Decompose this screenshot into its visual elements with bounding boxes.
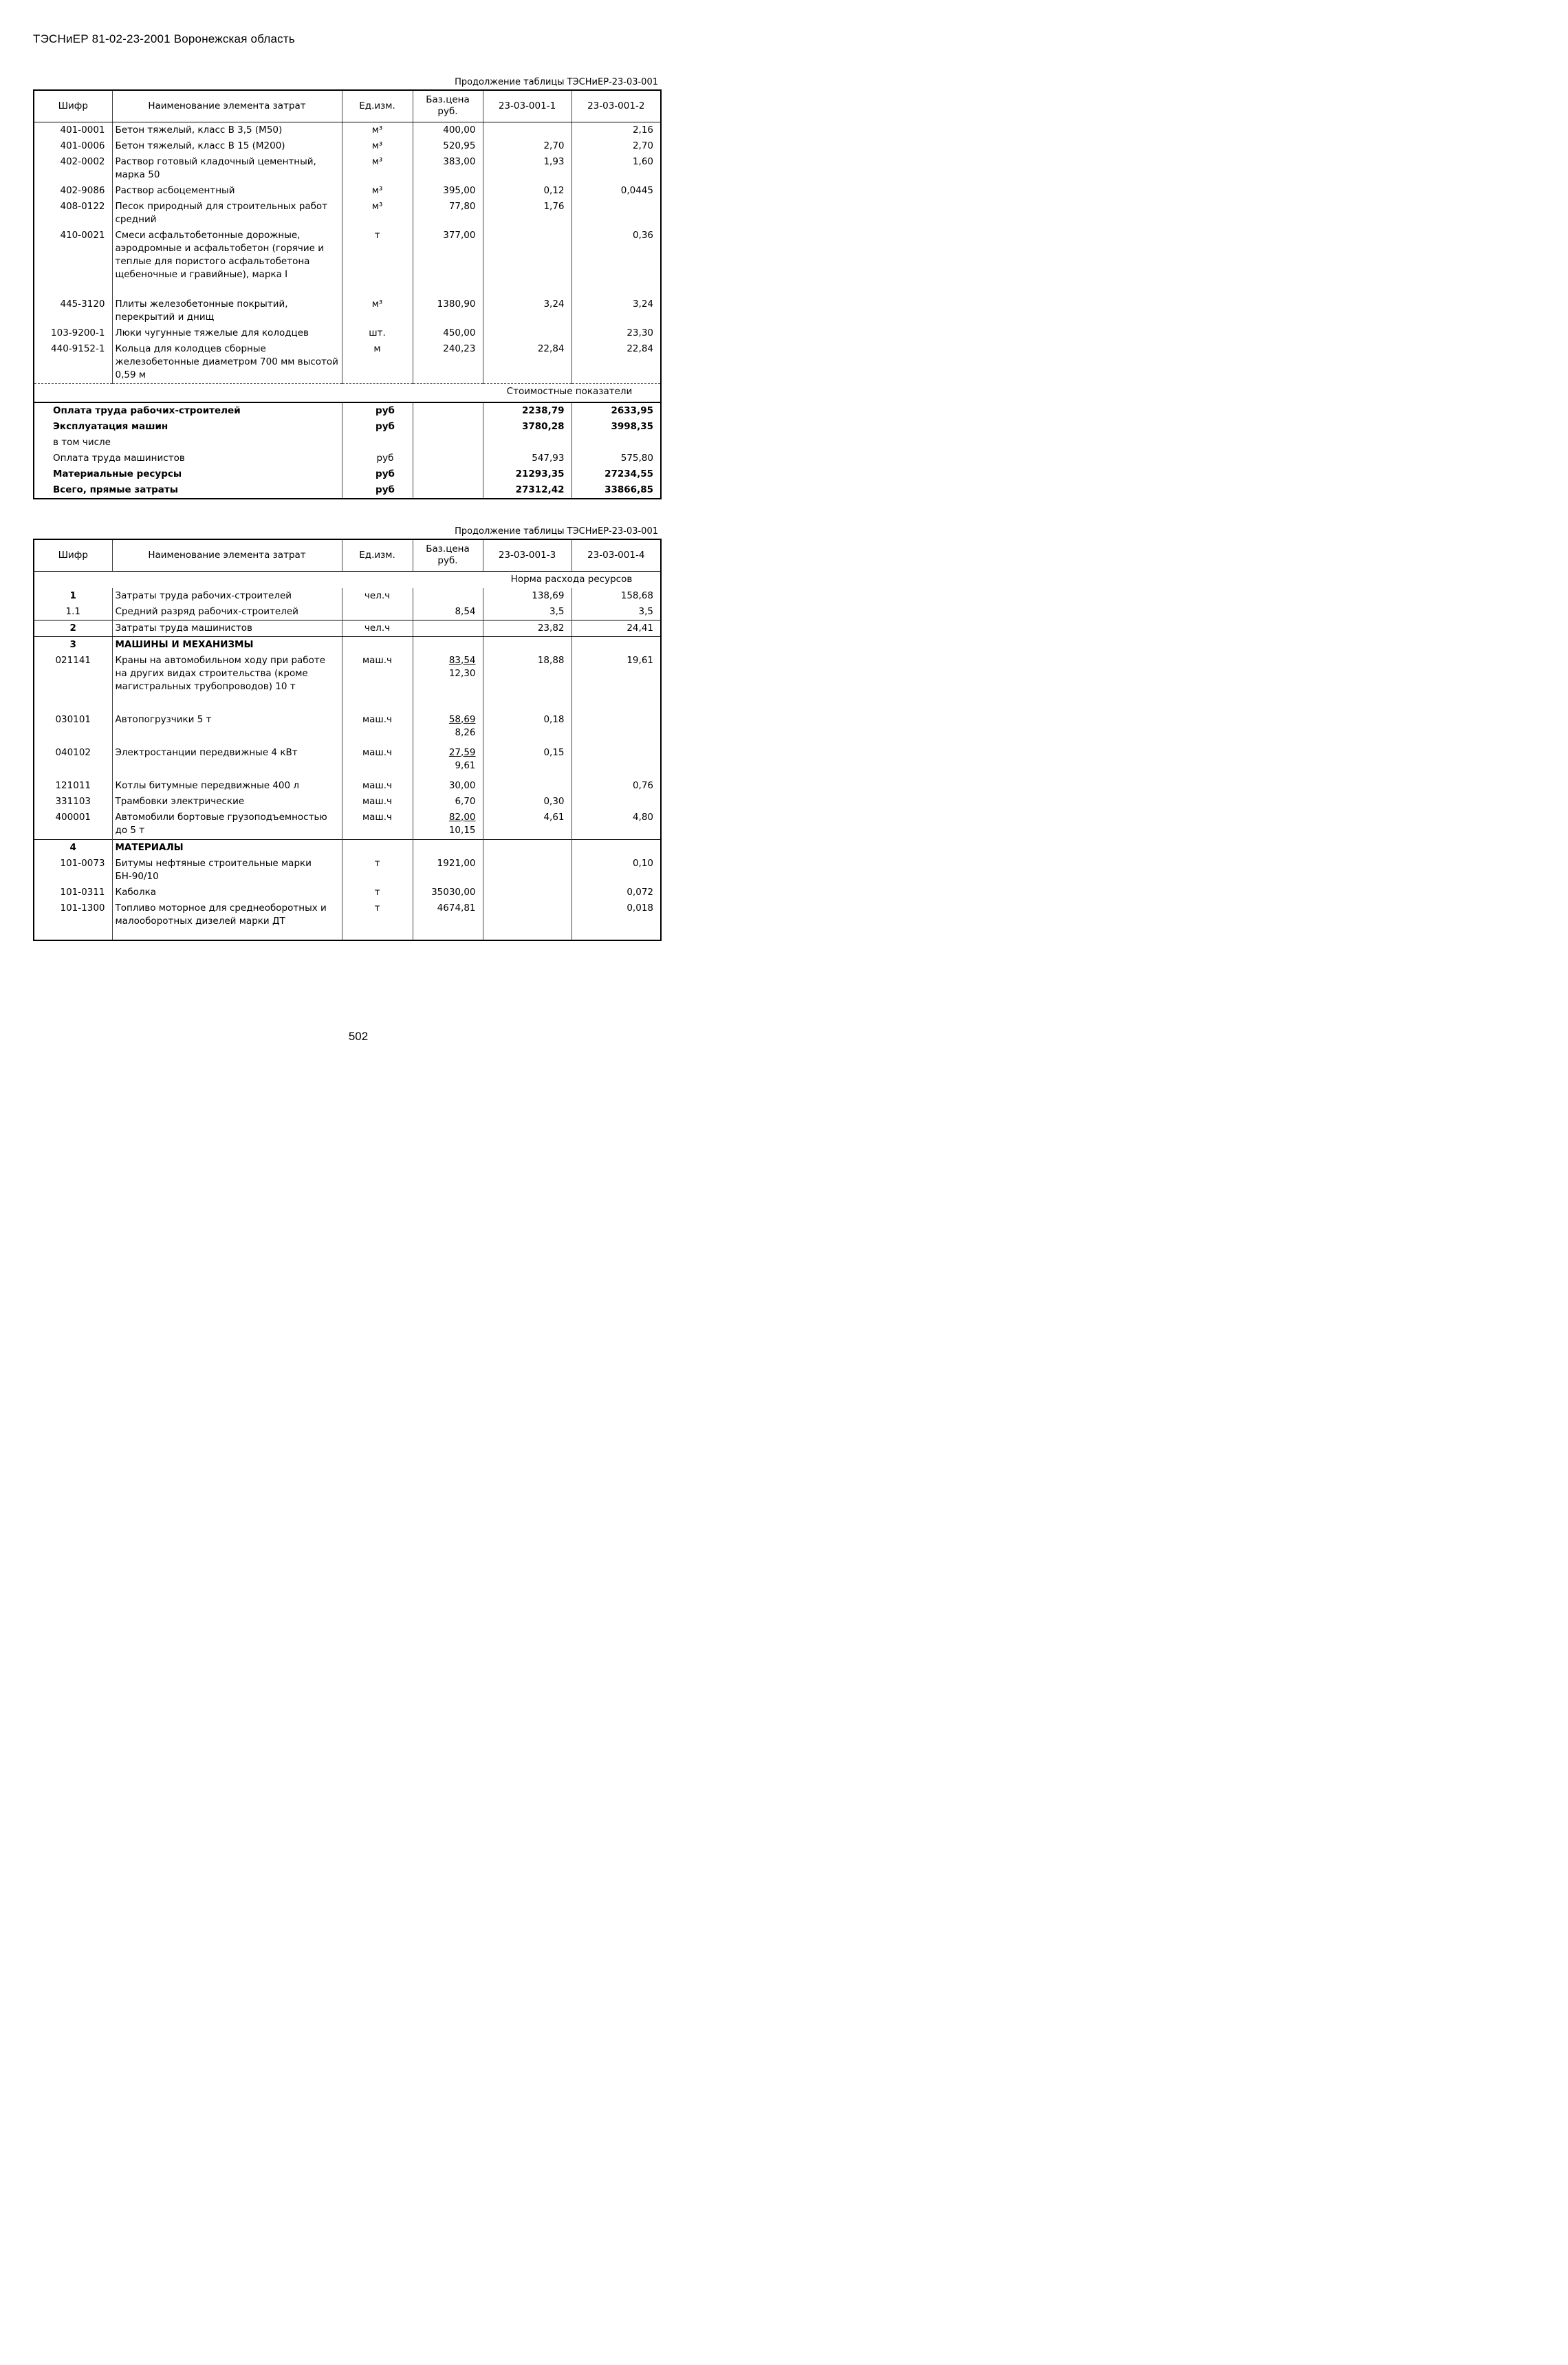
materials-section-code: 4: [34, 840, 112, 856]
col-name-header: Наименование элемента затрат: [112, 90, 342, 122]
value-col-b: 3,24: [571, 296, 661, 325]
price-cell: [413, 588, 483, 604]
machine-price: 58,69: [448, 713, 476, 725]
machine-name: Автомобили бортовые грузоподъемностью до 5 т: [112, 810, 342, 840]
col-b-header: 23-03-001-4: [571, 539, 661, 571]
value-col-b: 2,16: [571, 122, 661, 138]
price-cell: 8,54: [413, 604, 483, 620]
value-col-a: 3,24: [483, 296, 571, 325]
material-row: [34, 885, 661, 900]
labor-name: Затраты труда рабочих-строителей: [112, 588, 342, 604]
value-col-b: 23,30: [571, 325, 661, 341]
value-col-b: 0,072: [571, 885, 661, 900]
empty-cell: [342, 636, 413, 653]
summary-row: [34, 402, 661, 419]
materials-section-title: МАТЕРИАЛЫ: [112, 840, 342, 856]
value-col-a: [483, 900, 571, 940]
col-b-header: 23-03-001-2: [571, 90, 661, 122]
material-code: 101-1300: [34, 900, 112, 940]
empty-cell: [413, 840, 483, 856]
machine-row: [34, 778, 661, 794]
machine-row: [34, 712, 661, 745]
summary-unit: руб: [342, 482, 413, 499]
page-number: 502: [348, 1030, 369, 1043]
material-name: Каболка: [112, 885, 342, 900]
summary-label: Всего, прямые затраты: [34, 482, 342, 499]
unit-cell: м³: [342, 199, 413, 228]
price-cell: 520,95: [413, 138, 483, 154]
value-col-b: 3,5: [571, 604, 661, 620]
price-cell: 395,00: [413, 183, 483, 199]
value-col-b: [571, 712, 661, 745]
value-col-b: 1,60: [571, 154, 661, 183]
resource-code: 401-0006: [34, 138, 112, 154]
value-col-b: 158,68: [571, 588, 661, 604]
machine-code: 030101: [34, 712, 112, 745]
unit-cell: маш.ч: [342, 653, 413, 712]
labor-name: Затраты труда машинистов: [112, 620, 342, 636]
empty-cell: [571, 636, 661, 653]
col-name-header: Наименование элемента затрат: [112, 539, 342, 571]
unit-cell: [342, 604, 413, 620]
empty-cell: [571, 840, 661, 856]
unit-cell: м³: [342, 183, 413, 199]
col-a-header: 23-03-001-1: [483, 90, 571, 122]
table-row: [34, 228, 661, 296]
resource-code: 408-0122: [34, 199, 112, 228]
machine-price: 83,54: [448, 654, 476, 666]
col-code-header: Шифр: [34, 539, 112, 571]
value-col-b: 24,41: [571, 620, 661, 636]
value-col-a: 1,93: [483, 154, 571, 183]
unit-cell: маш.ч: [342, 745, 413, 778]
resources-table-1: [33, 89, 662, 499]
price-cell: 77,80: [413, 199, 483, 228]
empty-cell: [483, 636, 571, 653]
machine-price: 27,59: [448, 746, 476, 758]
value-col-a: [483, 885, 571, 900]
table-row: [34, 138, 661, 154]
machine-code: 331103: [34, 794, 112, 810]
summary-unit: [342, 435, 413, 451]
price-cell: 383,00: [413, 154, 483, 183]
value-col-b: 0,018: [571, 900, 661, 940]
unit-cell: шт.: [342, 325, 413, 341]
document-header: ТЭСНиЕР 81-02-23-2001 Воронежская область: [33, 32, 295, 45]
unit-cell: м³: [342, 154, 413, 183]
summary-label: Эксплуатация машин: [34, 419, 342, 435]
price-cell: 450,00: [413, 325, 483, 341]
table-row: [34, 341, 661, 384]
unit-cell: м³: [342, 296, 413, 325]
labor-row: [34, 604, 661, 620]
value-col-a: 22,84: [483, 341, 571, 384]
empty-cell: [342, 840, 413, 856]
unit-cell: м³: [342, 138, 413, 154]
unit-cell: маш.ч: [342, 810, 413, 840]
machine-price-cell: [413, 794, 483, 810]
value-col-a: 1,76: [483, 199, 571, 228]
resource-name: Песок природный для строительных работ средний: [112, 199, 342, 228]
labor-row: [34, 588, 661, 604]
empty-cell: [483, 840, 571, 856]
summary-row: [34, 482, 661, 499]
value-col-a: 0,15: [483, 745, 571, 778]
machinist-wage: 10,15: [448, 824, 476, 836]
labor-row: [34, 620, 661, 636]
machines-section: [34, 636, 661, 653]
price-cell: 377,00: [413, 228, 483, 296]
machine-price: 30,00: [448, 779, 476, 791]
resource-name: Кольца для колодцев сборные железобетонные диаметром 700 мм высотой 0,59 м: [112, 341, 342, 384]
unit-cell: т: [342, 900, 413, 940]
summary-value-b: 27234,55: [571, 466, 661, 482]
price-cell: 4674,81: [413, 900, 483, 940]
machine-price-cell: [413, 745, 483, 778]
material-name: Битумы нефтяные строительные марки БН-90/10: [112, 856, 342, 885]
value-col-a: [483, 856, 571, 885]
machine-name: Краны на автомобильном ходу при работе на других видах строительства (кроме магистральных трубопроводов) 10 т: [112, 653, 342, 712]
resource-code: 440-9152-1: [34, 341, 112, 384]
machine-code: 021141: [34, 653, 112, 712]
summary-value-a: [483, 435, 571, 451]
machine-name: Электростанции передвижные 4 кВт: [112, 745, 342, 778]
machine-row: [34, 794, 661, 810]
summary-empty: [413, 466, 483, 482]
value-col-a: [483, 778, 571, 794]
cost-indicators-label: Стоимостные показатели: [483, 383, 661, 402]
value-col-b: [571, 745, 661, 778]
summary-value-b: 33866,85: [571, 482, 661, 499]
summary-unit: руб: [342, 451, 413, 466]
price-cell: 1380,90: [413, 296, 483, 325]
summary-empty: [413, 435, 483, 451]
unit-cell: маш.ч: [342, 712, 413, 745]
machines-section-code: 3: [34, 636, 112, 653]
unit-cell: чел.ч: [342, 620, 413, 636]
summary-value-a: 547,93: [483, 451, 571, 466]
labor-code: 1.1: [34, 604, 112, 620]
resources-table-2: [33, 539, 662, 941]
machine-price-cell: [413, 712, 483, 745]
unit-cell: м: [342, 341, 413, 384]
machine-price: 82,00: [448, 811, 476, 823]
value-col-b: 19,61: [571, 653, 661, 712]
resource-code: 401-0001: [34, 122, 112, 138]
price-cell: 1921,00: [413, 856, 483, 885]
norm-label: Норма расхода ресурсов: [483, 571, 661, 588]
labor-code: 2: [34, 620, 112, 636]
value-col-a: 23,82: [483, 620, 571, 636]
value-col-a: 2,70: [483, 138, 571, 154]
summary-value-b: 575,80: [571, 451, 661, 466]
machine-code: 400001: [34, 810, 112, 840]
resource-code: 410-0021: [34, 228, 112, 296]
summary-label: в том числе: [34, 435, 342, 451]
summary-label: Оплата труда машинистов: [34, 451, 342, 466]
summary-empty: [413, 419, 483, 435]
machine-row: [34, 745, 661, 778]
material-code: 101-0073: [34, 856, 112, 885]
col-unit-header: Ед.изм.: [342, 90, 413, 122]
machinist-wage: 8,26: [455, 726, 476, 738]
value-col-b: 0,36: [571, 228, 661, 296]
value-col-b: 2,70: [571, 138, 661, 154]
summary-label: Оплата труда рабочих-строителей: [34, 402, 342, 419]
value-col-b: 22,84: [571, 341, 661, 384]
price-cell: 240,23: [413, 341, 483, 384]
table2-caption: Продолжение таблицы ТЭСНиЕР-23-03-001: [455, 526, 658, 537]
empty-cell: [413, 636, 483, 653]
machine-name: Автопогрузчики 5 т: [112, 712, 342, 745]
unit-cell: т: [342, 856, 413, 885]
col-a-header: 23-03-001-3: [483, 539, 571, 571]
labor-code: 1: [34, 588, 112, 604]
resource-name: Люки чугунные тяжелые для колодцев: [112, 325, 342, 341]
value-col-a: 138,69: [483, 588, 571, 604]
machine-price-cell: [413, 653, 483, 712]
unit-cell: маш.ч: [342, 778, 413, 794]
value-col-b: 4,80: [571, 810, 661, 840]
summary-unit: руб: [342, 419, 413, 435]
value-col-b: 0,10: [571, 856, 661, 885]
material-code: 101-0311: [34, 885, 112, 900]
table-row: [34, 296, 661, 325]
table-row: [34, 122, 661, 138]
summary-value-a: 2238,79: [483, 402, 571, 419]
value-col-a: 0,12: [483, 183, 571, 199]
resource-code: 445-3120: [34, 296, 112, 325]
col-price-header: Баз.цена руб.: [413, 539, 483, 571]
summary-value-b: [571, 435, 661, 451]
material-name: Топливо моторное для среднеоборотных и малооборотных дизелей марки ДТ: [112, 900, 342, 940]
value-col-a: 3,5: [483, 604, 571, 620]
machine-row: [34, 810, 661, 840]
unit-cell: т: [342, 885, 413, 900]
unit-cell: т: [342, 228, 413, 296]
value-col-a: 18,88: [483, 653, 571, 712]
col-code-header: Шифр: [34, 90, 112, 122]
price-cell: [413, 620, 483, 636]
value-col-a: [483, 228, 571, 296]
table1-caption: Продолжение таблицы ТЭСНиЕР-23-03-001: [455, 77, 658, 87]
machine-name: Трамбовки электрические: [112, 794, 342, 810]
summary-value-a: 21293,35: [483, 466, 571, 482]
unit-cell: м³: [342, 122, 413, 138]
summary-empty: [413, 451, 483, 466]
material-row: [34, 900, 661, 940]
resource-code: 402-9086: [34, 183, 112, 199]
machine-row: [34, 653, 661, 712]
resource-name: Бетон тяжелый, класс В 15 (М200): [112, 138, 342, 154]
summary-value-a: 3780,28: [483, 419, 571, 435]
machinist-wage: 12,30: [448, 667, 476, 679]
summary-value-a: 27312,42: [483, 482, 571, 499]
labor-name: Средний разряд рабочих-строителей: [112, 604, 342, 620]
summary-unit: руб: [342, 402, 413, 419]
resource-name: Раствор асбоцементный: [112, 183, 342, 199]
summary-row: [34, 451, 661, 466]
resource-name: Раствор готовый кладочный цементный, марка 50: [112, 154, 342, 183]
machine-code: 040102: [34, 745, 112, 778]
summary-row: [34, 435, 661, 451]
resource-code: 402-0002: [34, 154, 112, 183]
table-row: [34, 199, 661, 228]
value-col-a: [483, 325, 571, 341]
resource-name: Смеси асфальтобетонные дорожные, аэродромные и асфальтобетон (горячие и теплые для пористого асфальтобетона щебеночные и гравийные), марка I: [112, 228, 342, 296]
price-cell: 400,00: [413, 122, 483, 138]
price-cell: 35030,00: [413, 885, 483, 900]
resource-code: 103-9200-1: [34, 325, 112, 341]
col-unit-header: Ед.изм.: [342, 539, 413, 571]
summary-row: [34, 419, 661, 435]
resource-name: Бетон тяжелый, класс В 3,5 (М50): [112, 122, 342, 138]
summary-value-b: 3998,35: [571, 419, 661, 435]
materials-section: [34, 840, 661, 856]
summary-empty: [413, 482, 483, 499]
unit-cell: чел.ч: [342, 588, 413, 604]
value-col-b: [571, 794, 661, 810]
machine-price: 6,70: [455, 795, 476, 807]
value-col-a: 0,18: [483, 712, 571, 745]
machinist-wage: 9,61: [455, 759, 476, 771]
summary-label: Материальные ресурсы: [34, 466, 342, 482]
value-col-b: 0,0445: [571, 183, 661, 199]
value-col-b: 0,76: [571, 778, 661, 794]
value-col-b: [571, 199, 661, 228]
material-row: [34, 856, 661, 885]
col-price-header: Баз.цена руб.: [413, 90, 483, 122]
machines-section-title: МАШИНЫ И МЕХАНИЗМЫ: [112, 636, 342, 653]
summary-empty: [413, 402, 483, 419]
machine-code: 121011: [34, 778, 112, 794]
table-row: [34, 183, 661, 199]
value-col-a: 0,30: [483, 794, 571, 810]
table-row: [34, 154, 661, 183]
summary-unit: руб: [342, 466, 413, 482]
unit-cell: маш.ч: [342, 794, 413, 810]
machine-name: Котлы битумные передвижные 400 л: [112, 778, 342, 794]
table-row: [34, 325, 661, 341]
summary-row: [34, 466, 661, 482]
value-col-a: 4,61: [483, 810, 571, 840]
value-col-a: [483, 122, 571, 138]
summary-value-b: 2633,95: [571, 402, 661, 419]
resource-name: Плиты железобетонные покрытий, перекрытий и днищ: [112, 296, 342, 325]
machine-price-cell: [413, 810, 483, 840]
machine-price-cell: [413, 778, 483, 794]
